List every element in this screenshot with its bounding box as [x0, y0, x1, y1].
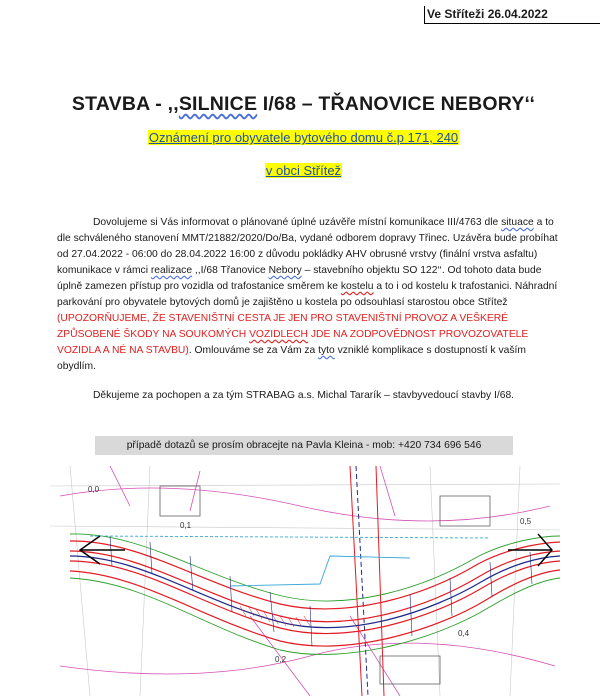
chainage-label: 0,2 [275, 655, 287, 664]
chainage-label: 0,4 [458, 629, 470, 638]
document-title [0, 93, 607, 116]
title-word: SILNICE [178, 93, 258, 115]
title-prefix: STAVBA - ,, [71, 93, 179, 115]
chainage-label: 0,1 [180, 521, 192, 530]
chainage-label: 0,0 [88, 485, 100, 494]
subtitle-village: v obci Střítež [265, 163, 342, 178]
site-plan-drawing [50, 466, 560, 696]
subtitle-notice: Oznámení pro obyvatele bytového domu č.p 171, 240 [148, 130, 459, 145]
warning-text: (UPOZORŇUJEME, ŽE STAVENIŠTNÍ CESTA JE JEN PRO STAVENIŠTNÍ PROVOZ A VEŠKERÉ ZPŮSOBENÉ ŠKODY NA SOUKOMÝCH [57, 313, 509, 340]
document-date: Ve Stříteži 26.04.2022 [424, 6, 600, 24]
thanks-paragraph: Děkujeme za pochopen a za tým STRABAG a.s. Michal Tararík – stavbyvedoucí stavby I/68. [93, 390, 515, 401]
chainage-label: 0,5 [520, 517, 532, 526]
notice-paragraph: Dovolujeme si Vás informovat o plánované úplné uzávěře místní komunikace III/4763 dle situace a to dle schváleného stanovení MMT/21882/2020/Do/Ba, vydané odborem dopravy Třinec. Uzávěra bude probíhat od 27.04.2022 - 06:00 do 28.04.2022 16:00 z důvodu pokládky AHV obrusné vrstvy (finální vrstva asfaltu) komunikace v rámci realizace ,,I/68 Třanovice Nebory – stavebního objektu SO 122‘‘. Od tohoto data bude úplně zamezen přístup pro vozidla od trafostanice směrem ke kostelu a to i od kostelu k trafostanici. Náhradní parkování pro obyvatele bytových domů je zajištěno u kostela po odsouhlasí starostou obce Střítež (UPOZORŇUJEME, ŽE STAVENIŠTNÍ CESTA JE JEN PRO STAVENIŠTNÍ PROVOZ A VEŠKERÉ ZPŮSOBENÉ ŠKODY NA SOUKOMÝCH VOZIDLECH JDE NA ZODPOVĚDNOST PROVOZOVATELE VOZIDLA A NÉ NA STAVBU). Omlouváme se za Vám za tyto vzniklé komplikace s dostupností k vaším obydlím. [57, 217, 558, 372]
title-suffix: I/68 – TŘANOVICE NEBORY‘‘ [257, 93, 536, 115]
contact-bar: případě dotazů se prosím obracejte na Pavla Kleina - mob: +420 734 696 546 [95, 436, 513, 455]
